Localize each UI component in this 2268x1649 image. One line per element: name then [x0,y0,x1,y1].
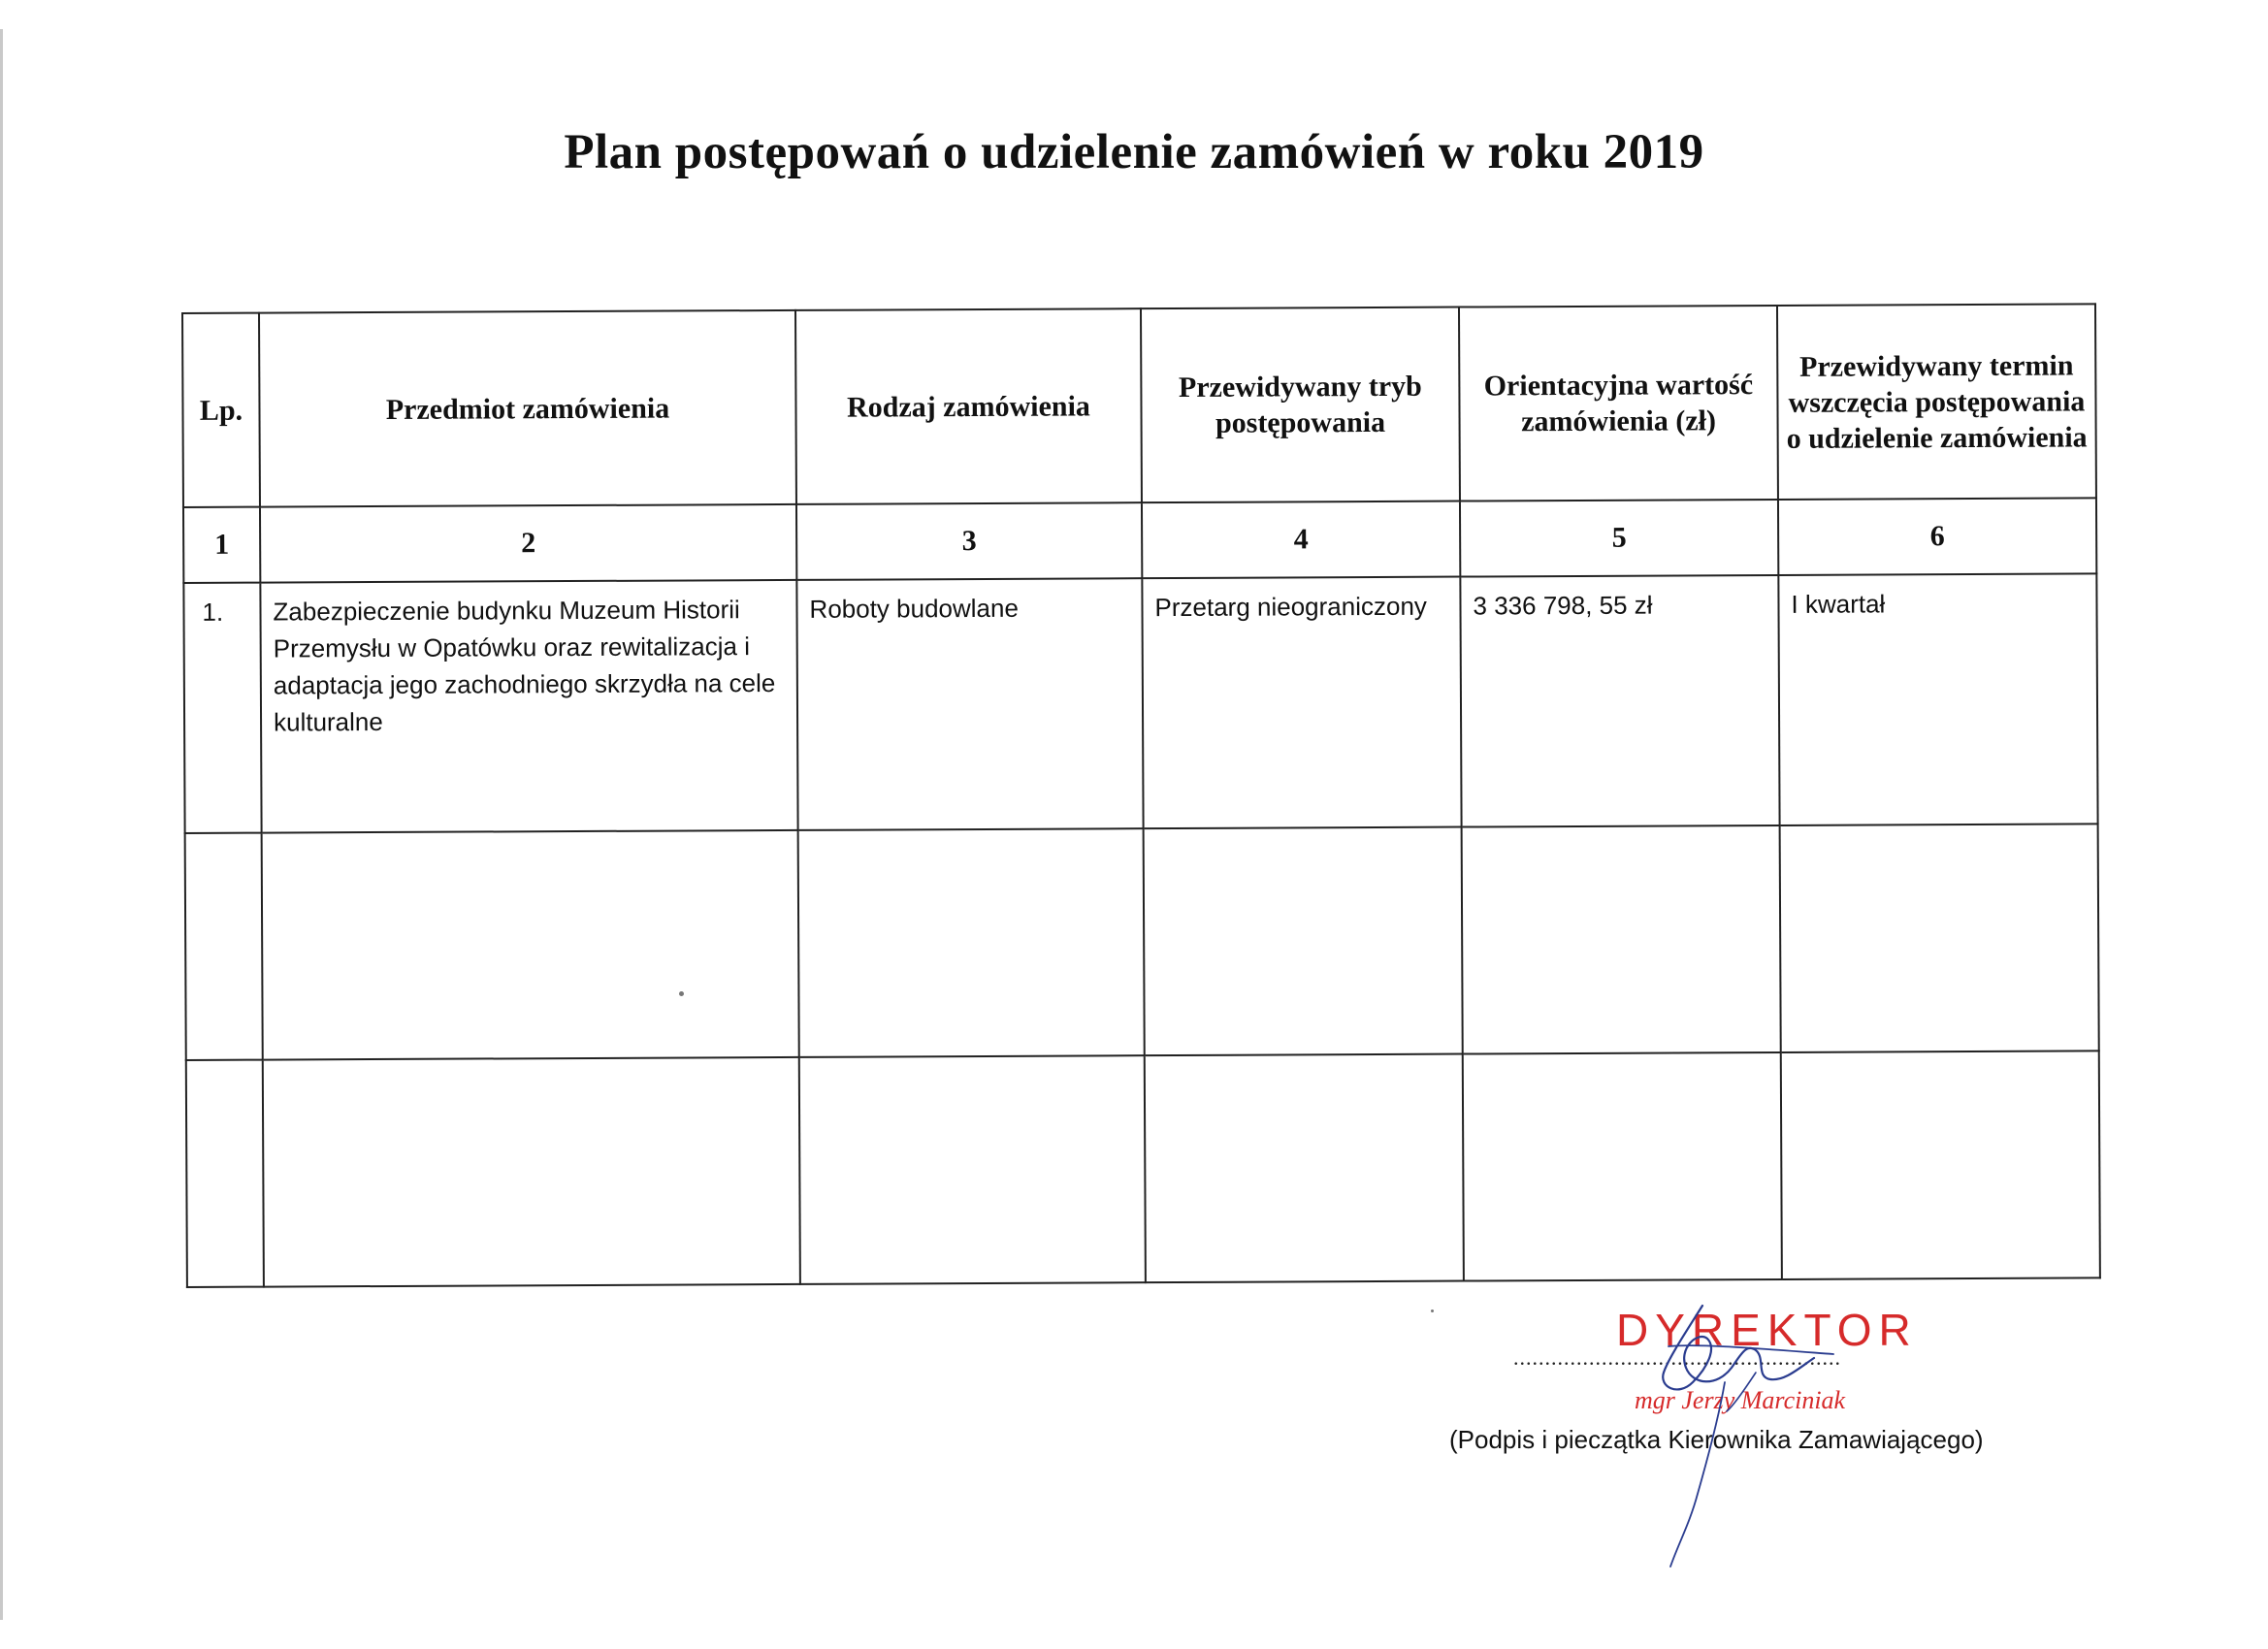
cell-lp: 1. [183,583,261,833]
cell-type [799,1055,1146,1284]
cell-lp [186,1060,264,1287]
column-number: 5 [1460,500,1778,577]
scan-speck [1431,1310,1434,1312]
header-term: Przewidywany termin wszczęcia postępowania o udzielenie zamówienia [1777,304,2096,500]
stamp-name: mgr Jerzy Marciniak [1635,1386,1846,1414]
cell-lp [185,833,263,1060]
cell-term: I kwartał [1778,573,2097,825]
column-number-row [183,498,2096,583]
header-lp: Lp. [182,313,260,507]
cell-type: Roboty budowlane [796,578,1143,830]
table-header-row [182,304,2096,507]
cell-procedure [1144,827,1463,1056]
table-row-empty [185,824,2099,1060]
cell-procedure: Przetarg nieograniczony [1142,577,1461,829]
cell-value [1462,825,1781,1054]
procurement-plan-table [181,303,2101,1288]
cell-term [1781,1051,2100,1279]
cell-subject [263,1057,800,1287]
cell-subject: Zabezpieczenie budynku Muzeum Historii Przemysłu w Opatówku oraz rewitalizacja i adaptacja jego zachodniego skrzydła na cele kulturalne [260,580,797,833]
cell-value: 3 336 798, 55 zł [1460,575,1779,827]
header-procedure: Przewidywany tryb postępowania [1141,307,1460,503]
stamp-title: DYREKTOR [1616,1305,1918,1355]
column-number: 6 [1778,498,2096,575]
table-row [183,573,2097,833]
handwritten-signature [1610,1290,1846,1571]
table-row-empty [186,1051,2100,1287]
scan-speck [679,991,684,996]
cell-value [1463,1052,1782,1281]
column-number: 1 [183,507,260,583]
signature-caption: (Podpis i pieczątka Kierownika Zamawiającego) [1449,1425,1984,1454]
cell-subject [262,830,799,1060]
header-subject: Przedmiot zamówienia [259,310,796,507]
cell-procedure [1145,1054,1464,1283]
signature-line: .................................................... [1513,1345,1841,1370]
document-title: Plan postępowań o udzielenie zamówień w roku 2019 [564,125,1704,179]
header-value: Orientacyjna wartość zamówienia (zł) [1459,306,1778,501]
cell-term [1780,824,2099,1052]
column-number: 3 [796,502,1142,580]
cell-type [798,828,1145,1057]
column-number: 4 [1142,501,1460,579]
column-number: 2 [260,504,796,583]
header-type: Rodzaj zamówienia [795,308,1142,504]
scan-edge [0,29,3,1620]
signature-block [1436,1295,2173,1576]
